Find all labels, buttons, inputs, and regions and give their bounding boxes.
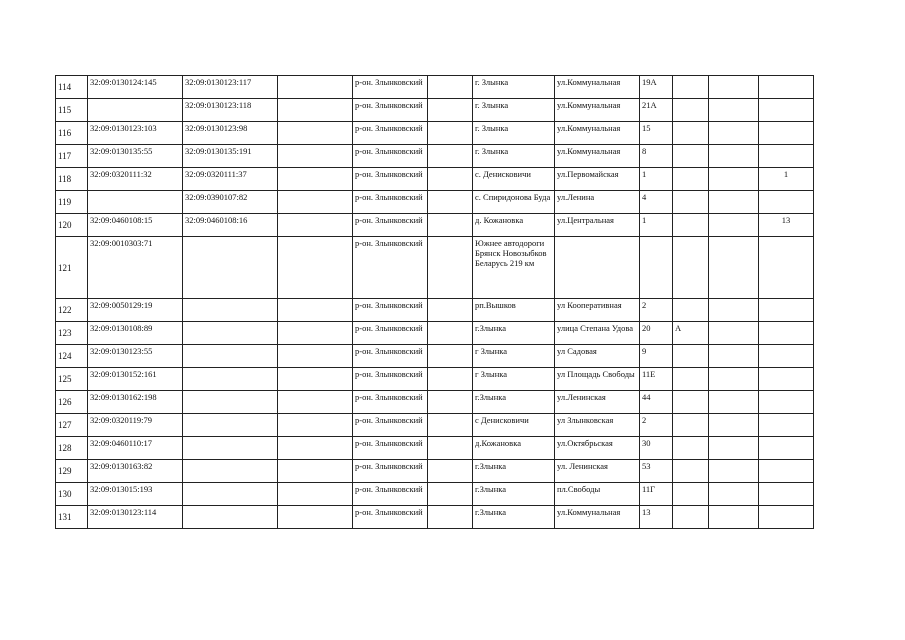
street: ул.Центральная	[555, 214, 640, 237]
cadastral-number-2	[183, 483, 278, 506]
letter	[673, 368, 709, 391]
letter	[673, 99, 709, 122]
cadastral-number-2	[183, 414, 278, 437]
table-row	[56, 168, 814, 191]
letter	[673, 122, 709, 145]
street: ул.Ленинская	[555, 391, 640, 414]
street	[555, 237, 640, 299]
house-number: 2	[640, 414, 673, 437]
empty-cell	[709, 391, 759, 414]
row-number: 118	[56, 168, 88, 191]
empty-cell	[278, 414, 353, 437]
locality: г.Злынка	[473, 506, 555, 529]
table-row	[56, 214, 814, 237]
street: ул.Коммунальная	[555, 122, 640, 145]
cadastral-number-2: 32:09:0130123:117	[183, 76, 278, 99]
cadastral-number-2: 32:09:0130123:98	[183, 122, 278, 145]
empty-cell	[709, 345, 759, 368]
empty-cell	[278, 237, 353, 299]
house-number	[640, 237, 673, 299]
district: р-он. Злынковский	[353, 437, 428, 460]
row-number: 123	[56, 322, 88, 345]
empty-cell	[428, 168, 473, 191]
street: ул.Коммунальная	[555, 145, 640, 168]
empty-cell	[428, 191, 473, 214]
cadastral-number-2	[183, 460, 278, 483]
district: р-он. Злынковский	[353, 345, 428, 368]
locality: г.Злынка	[473, 391, 555, 414]
empty-cell	[709, 191, 759, 214]
row-number: 128	[56, 437, 88, 460]
empty-cell	[709, 168, 759, 191]
house-number: 44	[640, 391, 673, 414]
street: ул Кооперативная	[555, 299, 640, 322]
street: ул.Ленина	[555, 191, 640, 214]
table-row	[56, 122, 814, 145]
cadastral-number: 32:09:0320111:32	[88, 168, 183, 191]
street: ул Садовая	[555, 345, 640, 368]
extra-value: 13	[759, 214, 814, 237]
empty-cell	[709, 506, 759, 529]
row-number: 121	[56, 237, 88, 299]
table-row	[56, 345, 814, 368]
locality: г. Злынка	[473, 99, 555, 122]
letter: А	[673, 322, 709, 345]
empty-cell	[278, 99, 353, 122]
extra-value	[759, 191, 814, 214]
letter	[673, 414, 709, 437]
district: р-он. Злынковский	[353, 506, 428, 529]
empty-cell	[709, 460, 759, 483]
locality: рп.Вышков	[473, 299, 555, 322]
row-number: 125	[56, 368, 88, 391]
locality: г.Злынка	[473, 322, 555, 345]
cadastral-number: 32:09:0130123:55	[88, 345, 183, 368]
empty-cell	[709, 214, 759, 237]
house-number: 13	[640, 506, 673, 529]
empty-cell	[278, 145, 353, 168]
empty-cell	[428, 414, 473, 437]
empty-cell	[428, 460, 473, 483]
locality: г. Злынка	[473, 145, 555, 168]
district: р-он. Злынковский	[353, 122, 428, 145]
street: пл.Свободы	[555, 483, 640, 506]
locality: с Денисковичи	[473, 414, 555, 437]
street: ул. Ленинская	[555, 460, 640, 483]
house-number: 8	[640, 145, 673, 168]
cadastral-number: 32:09:0130123:103	[88, 122, 183, 145]
district: р-он. Злынковский	[353, 237, 428, 299]
table-row	[56, 322, 814, 345]
cadastral-number: 32:09:0050129:19	[88, 299, 183, 322]
table-row	[56, 368, 814, 391]
cadastral-number: 32:09:0130124:145	[88, 76, 183, 99]
empty-cell	[428, 437, 473, 460]
locality: Южнее автодороги Брянск Новозыбков Беларусь 219 км	[473, 237, 555, 299]
extra-value	[759, 322, 814, 345]
cadastral-number: 32:09:0460108:15	[88, 214, 183, 237]
empty-cell	[278, 483, 353, 506]
empty-cell	[709, 145, 759, 168]
district: р-он. Злынковский	[353, 368, 428, 391]
locality: г Злынка	[473, 368, 555, 391]
street: ул.Коммунальная	[555, 506, 640, 529]
district: р-он. Злынковский	[353, 168, 428, 191]
locality: с. Спиридонова Буда	[473, 191, 555, 214]
house-number: 21А	[640, 99, 673, 122]
empty-cell	[709, 322, 759, 345]
letter	[673, 506, 709, 529]
extra-value	[759, 299, 814, 322]
extra-value	[759, 76, 814, 99]
cadastral-number-2: 32:09:0390107:82	[183, 191, 278, 214]
cadastral-number-2	[183, 506, 278, 529]
district: р-он. Злынковский	[353, 145, 428, 168]
row-number: 130	[56, 483, 88, 506]
locality: г Злынка	[473, 345, 555, 368]
row-number: 126	[56, 391, 88, 414]
empty-cell	[428, 483, 473, 506]
house-number: 15	[640, 122, 673, 145]
extra-value	[759, 506, 814, 529]
house-number: 20	[640, 322, 673, 345]
empty-cell	[428, 391, 473, 414]
district: р-он. Злынковский	[353, 322, 428, 345]
extra-value	[759, 414, 814, 437]
row-number: 115	[56, 99, 88, 122]
table-row	[56, 414, 814, 437]
empty-cell	[278, 391, 353, 414]
letter	[673, 299, 709, 322]
extra-value: 1	[759, 168, 814, 191]
cadastral-number: 32:09:0130123:114	[88, 506, 183, 529]
empty-cell	[278, 506, 353, 529]
district: р-он. Злынковский	[353, 99, 428, 122]
table-row	[56, 299, 814, 322]
locality: г.Злынка	[473, 460, 555, 483]
letter	[673, 191, 709, 214]
empty-cell	[278, 168, 353, 191]
street: ул.Коммунальная	[555, 99, 640, 122]
letter	[673, 460, 709, 483]
locality: г. Злынка	[473, 76, 555, 99]
empty-cell	[278, 214, 353, 237]
cadastral-number	[88, 99, 183, 122]
street: улица Степана Удова	[555, 322, 640, 345]
extra-value	[759, 368, 814, 391]
empty-cell	[709, 99, 759, 122]
extra-value	[759, 345, 814, 368]
letter	[673, 483, 709, 506]
row-number: 120	[56, 214, 88, 237]
row-number: 131	[56, 506, 88, 529]
row-number: 122	[56, 299, 88, 322]
table-row	[56, 237, 814, 299]
street: ул Злынковская	[555, 414, 640, 437]
empty-cell	[278, 76, 353, 99]
cadastral-number: 32:09:013015:193	[88, 483, 183, 506]
empty-cell	[428, 345, 473, 368]
empty-cell	[428, 368, 473, 391]
row-number: 129	[56, 460, 88, 483]
table-row	[56, 437, 814, 460]
locality: д. Кожановка	[473, 214, 555, 237]
empty-cell	[278, 345, 353, 368]
cadastral-number: 32:09:0010303:71	[88, 237, 183, 299]
street: ул.Первомайская	[555, 168, 640, 191]
empty-cell	[709, 368, 759, 391]
extra-value	[759, 483, 814, 506]
house-number: 4	[640, 191, 673, 214]
district: р-он. Злынковский	[353, 483, 428, 506]
street: ул.Коммунальная	[555, 76, 640, 99]
locality: д.Кожановка	[473, 437, 555, 460]
empty-cell	[428, 99, 473, 122]
locality: г. Злынка	[473, 122, 555, 145]
empty-cell	[278, 299, 353, 322]
empty-cell	[428, 322, 473, 345]
cadastral-number-2	[183, 345, 278, 368]
house-number: 1	[640, 168, 673, 191]
empty-cell	[709, 437, 759, 460]
house-number: 9	[640, 345, 673, 368]
address-registry-table	[55, 75, 814, 529]
empty-cell	[428, 237, 473, 299]
empty-cell	[278, 437, 353, 460]
cadastral-number: 32:09:0130162:198	[88, 391, 183, 414]
cadastral-number: 32:09:0130135:55	[88, 145, 183, 168]
house-number: 11Г	[640, 483, 673, 506]
empty-cell	[428, 506, 473, 529]
extra-value	[759, 122, 814, 145]
empty-cell	[709, 237, 759, 299]
letter	[673, 437, 709, 460]
cadastral-number-2	[183, 437, 278, 460]
extra-value	[759, 460, 814, 483]
letter	[673, 168, 709, 191]
letter	[673, 237, 709, 299]
extra-value	[759, 391, 814, 414]
row-number: 124	[56, 345, 88, 368]
empty-cell	[428, 299, 473, 322]
district: р-он. Злынковский	[353, 414, 428, 437]
cadastral-number-2	[183, 322, 278, 345]
table-row	[56, 145, 814, 168]
empty-cell	[428, 76, 473, 99]
empty-cell	[428, 214, 473, 237]
empty-cell	[278, 368, 353, 391]
district: р-он. Злынковский	[353, 299, 428, 322]
row-number: 117	[56, 145, 88, 168]
cadastral-number-2: 32:09:0130123:118	[183, 99, 278, 122]
cadastral-number-2: 32:09:0130135:191	[183, 145, 278, 168]
letter	[673, 214, 709, 237]
house-number: 11Е	[640, 368, 673, 391]
empty-cell	[709, 483, 759, 506]
empty-cell	[709, 122, 759, 145]
house-number: 1	[640, 214, 673, 237]
street: ул.Октябрьская	[555, 437, 640, 460]
cadastral-number: 32:09:0130108:89	[88, 322, 183, 345]
extra-value	[759, 99, 814, 122]
district: р-он. Злынковский	[353, 214, 428, 237]
table-row	[56, 483, 814, 506]
cadastral-number-2	[183, 391, 278, 414]
locality: с. Денисковичи	[473, 168, 555, 191]
table-body	[56, 76, 814, 529]
cadastral-number-2	[183, 368, 278, 391]
district: р-он. Злынковский	[353, 191, 428, 214]
district: р-он. Злынковский	[353, 460, 428, 483]
empty-cell	[278, 460, 353, 483]
empty-cell	[278, 322, 353, 345]
extra-value	[759, 237, 814, 299]
street: ул Площадь Свободы	[555, 368, 640, 391]
house-number: 53	[640, 460, 673, 483]
house-number: 2	[640, 299, 673, 322]
cadastral-number-2	[183, 237, 278, 299]
cadastral-number-2	[183, 299, 278, 322]
cadastral-number-2: 32:09:0460108:16	[183, 214, 278, 237]
extra-value	[759, 145, 814, 168]
table-row	[56, 191, 814, 214]
empty-cell	[709, 76, 759, 99]
empty-cell	[278, 191, 353, 214]
letter	[673, 391, 709, 414]
cadastral-number: 32:09:0320119:79	[88, 414, 183, 437]
cadastral-number-2: 32:09:0320111:37	[183, 168, 278, 191]
row-number: 114	[56, 76, 88, 99]
row-number: 119	[56, 191, 88, 214]
cadastral-number: 32:09:0130163:82	[88, 460, 183, 483]
table-row	[56, 391, 814, 414]
locality: г.Злынка	[473, 483, 555, 506]
empty-cell	[709, 299, 759, 322]
row-number: 116	[56, 122, 88, 145]
letter	[673, 145, 709, 168]
house-number: 30	[640, 437, 673, 460]
empty-cell	[278, 122, 353, 145]
empty-cell	[428, 122, 473, 145]
empty-cell	[709, 414, 759, 437]
cadastral-number: 32:09:0130152:161	[88, 368, 183, 391]
table-row	[56, 76, 814, 99]
house-number: 19А	[640, 76, 673, 99]
table-row	[56, 460, 814, 483]
cadastral-number	[88, 191, 183, 214]
district: р-он. Злынковский	[353, 391, 428, 414]
row-number: 127	[56, 414, 88, 437]
table-row	[56, 99, 814, 122]
table-row	[56, 506, 814, 529]
extra-value	[759, 437, 814, 460]
cadastral-number: 32:09:0460110:17	[88, 437, 183, 460]
empty-cell	[428, 145, 473, 168]
letter	[673, 76, 709, 99]
district: р-он. Злынковский	[353, 76, 428, 99]
letter	[673, 345, 709, 368]
